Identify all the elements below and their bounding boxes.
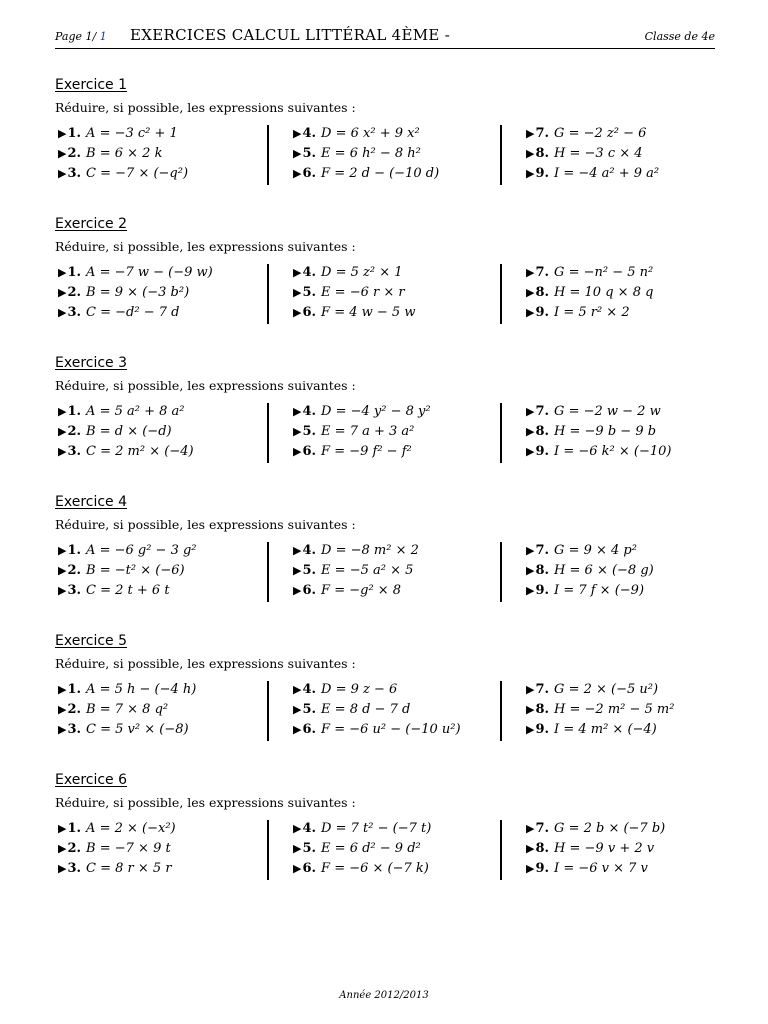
expression-column	[526, 819, 736, 879]
exercise-block	[55, 493, 715, 598]
item-number: ▶9.	[526, 305, 550, 320]
expression-item	[58, 819, 268, 839]
expression-text: H = −9 v + 2 v	[554, 841, 655, 856]
item-number: ▶3.	[58, 722, 82, 737]
expression-grid	[55, 402, 715, 462]
expression-column	[526, 680, 736, 740]
column-separator	[500, 403, 502, 463]
triangle-bullet-icon: ▶	[58, 127, 67, 140]
expression-item	[58, 859, 268, 879]
triangle-bullet-icon: ▶	[293, 167, 302, 180]
expression-text: I = −4 a² + 9 a²	[554, 166, 660, 181]
exercise-instruction: Réduire, si possible, les expressions suivantes :	[55, 378, 356, 393]
expression-item	[58, 303, 268, 323]
expression-item	[293, 720, 503, 740]
column-separator	[267, 820, 269, 880]
page-total-link[interactable]: 1	[99, 30, 107, 43]
item-number: ▶1.	[58, 682, 82, 697]
triangle-bullet-icon: ▶	[293, 723, 302, 736]
expression-item	[293, 164, 503, 184]
expression-item	[526, 541, 736, 561]
triangle-bullet-icon: ▶	[58, 266, 67, 279]
triangle-bullet-icon: ▶	[293, 147, 302, 160]
expression-column	[58, 263, 268, 323]
expression-text: B = 7 × 8 q²	[86, 702, 169, 717]
expression-column	[526, 124, 736, 184]
expression-text: I = 7 f × (−9)	[554, 583, 645, 598]
triangle-bullet-icon: ▶	[58, 544, 67, 557]
triangle-bullet-icon: ▶	[58, 445, 67, 458]
column-separator	[267, 264, 269, 324]
exercise-title: Exercice 4	[55, 494, 128, 510]
expression-item	[293, 303, 503, 323]
expression-item	[58, 402, 268, 422]
expression-text: F = −g² × 8	[321, 583, 402, 598]
expression-text: H = −3 c × 4	[554, 146, 643, 161]
triangle-bullet-icon: ▶	[58, 286, 67, 299]
document-title: EXERCICES CALCUL LITTÉRAL 4ÈME -	[130, 26, 451, 44]
expression-item	[526, 144, 736, 164]
expression-text: C = 2 m² × (−4)	[86, 444, 194, 459]
item-number: ▶1.	[58, 404, 82, 419]
expression-text: F = 2 d − (−10 d)	[321, 166, 440, 181]
triangle-bullet-icon: ▶	[526, 286, 535, 299]
item-number: ▶1.	[58, 543, 82, 558]
expression-text: B = 9 × (−3 b²)	[86, 285, 190, 300]
item-number: ▶9.	[526, 166, 550, 181]
item-number: ▶7.	[526, 126, 550, 141]
expression-column	[293, 124, 503, 184]
item-number: ▶8.	[526, 146, 550, 161]
expression-column	[526, 541, 736, 601]
column-separator	[267, 403, 269, 463]
expression-column	[293, 263, 503, 323]
exercise-title: Exercice 2	[55, 216, 128, 232]
item-number: ▶7.	[526, 265, 550, 280]
expression-text: G = −2 w − 2 w	[554, 404, 661, 419]
expression-item	[526, 680, 736, 700]
exercise-title: Exercice 3	[55, 355, 128, 371]
triangle-bullet-icon: ▶	[58, 862, 67, 875]
item-number: ▶6.	[293, 722, 317, 737]
expression-item	[293, 561, 503, 581]
expression-column	[58, 680, 268, 740]
expression-text: B = −7 × 9 t	[86, 841, 171, 856]
item-number: ▶1.	[58, 126, 82, 141]
expression-text: H = 10 q × 8 q	[554, 285, 654, 300]
expression-text: D = 5 z² × 1	[321, 265, 403, 280]
expression-text: C = 8 r × 5 r	[86, 861, 172, 876]
expression-item	[526, 303, 736, 323]
triangle-bullet-icon: ▶	[526, 683, 535, 696]
column-separator	[500, 264, 502, 324]
item-number: ▶2.	[58, 424, 82, 439]
expression-text: I = −6 k² × (−10)	[554, 444, 672, 459]
triangle-bullet-icon: ▶	[526, 862, 535, 875]
expression-column	[526, 263, 736, 323]
item-number: ▶8.	[526, 285, 550, 300]
expression-text: G = 9 × 4 p²	[554, 543, 637, 558]
exercise-instruction: Réduire, si possible, les expressions suivantes :	[55, 100, 356, 115]
triangle-bullet-icon: ▶	[293, 862, 302, 875]
item-number: ▶7.	[526, 404, 550, 419]
triangle-bullet-icon: ▶	[58, 564, 67, 577]
expression-column	[58, 819, 268, 879]
expression-text: E = −5 a² × 5	[321, 563, 414, 578]
expression-item	[293, 680, 503, 700]
expression-text: E = 7 a + 3 a²	[321, 424, 415, 439]
expression-column	[293, 819, 503, 879]
exercise-instruction: Réduire, si possible, les expressions suivantes :	[55, 517, 356, 532]
item-number: ▶6.	[293, 444, 317, 459]
expression-text: B = −t² × (−6)	[86, 563, 185, 578]
item-number: ▶8.	[526, 563, 550, 578]
triangle-bullet-icon: ▶	[293, 266, 302, 279]
page-number: Page 1/ 1	[55, 30, 107, 43]
expression-text: E = 6 d² − 9 d²	[321, 841, 421, 856]
expression-text: A = 2 × (−x²)	[86, 821, 176, 836]
item-number: ▶3.	[58, 861, 82, 876]
expression-item	[293, 422, 503, 442]
column-separator	[500, 681, 502, 741]
item-number: ▶9.	[526, 861, 550, 876]
exercise-instruction: Réduire, si possible, les expressions suivantes :	[55, 795, 356, 810]
triangle-bullet-icon: ▶	[526, 425, 535, 438]
exercise-block	[55, 215, 715, 320]
expression-text: I = 4 m² × (−4)	[554, 722, 657, 737]
exercise-title: Exercice 5	[55, 633, 128, 649]
expression-column	[58, 124, 268, 184]
column-separator	[267, 542, 269, 602]
expression-item	[58, 124, 268, 144]
column-separator	[500, 125, 502, 185]
item-number: ▶4.	[293, 404, 317, 419]
expression-text: D = 6 x² + 9 x²	[321, 126, 420, 141]
expression-item	[526, 700, 736, 720]
expression-text: G = 2 × (−5 u²)	[554, 682, 659, 697]
expression-text: H = −9 b − 9 b	[554, 424, 657, 439]
triangle-bullet-icon: ▶	[293, 286, 302, 299]
item-number: ▶9.	[526, 583, 550, 598]
exercise-instruction: Réduire, si possible, les expressions suivantes :	[55, 239, 356, 254]
expression-item	[58, 839, 268, 859]
item-number: ▶4.	[293, 682, 317, 697]
expression-item	[526, 561, 736, 581]
expression-text: F = −6 u² − (−10 u²)	[321, 722, 461, 737]
triangle-bullet-icon: ▶	[526, 167, 535, 180]
expression-item	[526, 124, 736, 144]
expression-text: F = −9 f² − f²	[321, 444, 412, 459]
expression-text: B = 6 × 2 k	[86, 146, 163, 161]
item-number: ▶9.	[526, 722, 550, 737]
expression-item	[293, 839, 503, 859]
item-number: ▶4.	[293, 126, 317, 141]
item-number: ▶3.	[58, 305, 82, 320]
expression-grid	[55, 541, 715, 601]
expression-item	[526, 839, 736, 859]
triangle-bullet-icon: ▶	[293, 703, 302, 716]
expression-item	[293, 144, 503, 164]
expression-item	[526, 819, 736, 839]
triangle-bullet-icon: ▶	[293, 842, 302, 855]
triangle-bullet-icon: ▶	[58, 703, 67, 716]
item-number: ▶3.	[58, 583, 82, 598]
expression-text: F = −6 × (−7 k)	[321, 861, 429, 876]
expression-text: G = −n² − 5 n²	[554, 265, 654, 280]
triangle-bullet-icon: ▶	[293, 584, 302, 597]
expression-text: H = −2 m² − 5 m²	[554, 702, 675, 717]
triangle-bullet-icon: ▶	[58, 723, 67, 736]
item-number: ▶2.	[58, 702, 82, 717]
item-number: ▶9.	[526, 444, 550, 459]
item-number: ▶5.	[293, 563, 317, 578]
item-number: ▶5.	[293, 146, 317, 161]
item-number: ▶5.	[293, 424, 317, 439]
exercise-block	[55, 632, 715, 737]
expression-item	[293, 700, 503, 720]
expression-item	[58, 720, 268, 740]
expression-text: A = −7 w − (−9 w)	[86, 265, 213, 280]
triangle-bullet-icon: ▶	[58, 425, 67, 438]
expression-item	[293, 581, 503, 601]
triangle-bullet-icon: ▶	[526, 147, 535, 160]
triangle-bullet-icon: ▶	[526, 544, 535, 557]
expression-item	[293, 402, 503, 422]
item-number: ▶1.	[58, 821, 82, 836]
column-separator	[500, 542, 502, 602]
expression-item	[526, 283, 736, 303]
expression-column	[58, 402, 268, 462]
expression-text: G = 2 b × (−7 b)	[554, 821, 666, 836]
expression-text: I = −6 v × 7 v	[554, 861, 648, 876]
expression-item	[293, 541, 503, 561]
item-number: ▶1.	[58, 265, 82, 280]
exercise-instruction: Réduire, si possible, les expressions suivantes :	[55, 656, 356, 671]
item-number: ▶6.	[293, 166, 317, 181]
item-number: ▶7.	[526, 543, 550, 558]
expression-text: C = −7 × (−q²)	[86, 166, 189, 181]
expression-column	[526, 402, 736, 462]
expression-item	[58, 541, 268, 561]
triangle-bullet-icon: ▶	[526, 266, 535, 279]
expression-text: D = −8 m² × 2	[321, 543, 419, 558]
triangle-bullet-icon: ▶	[58, 405, 67, 418]
item-number: ▶7.	[526, 821, 550, 836]
expression-text: D = 9 z − 6	[321, 682, 398, 697]
expression-item	[58, 561, 268, 581]
expression-item	[526, 442, 736, 462]
triangle-bullet-icon: ▶	[526, 723, 535, 736]
expression-text: A = −6 g² − 3 g²	[86, 543, 197, 558]
item-number: ▶4.	[293, 821, 317, 836]
expression-item	[526, 859, 736, 879]
expression-item	[58, 680, 268, 700]
expression-text: I = 5 r² × 2	[554, 305, 630, 320]
expression-item	[526, 263, 736, 283]
expression-item	[58, 283, 268, 303]
triangle-bullet-icon: ▶	[293, 425, 302, 438]
expression-item	[526, 720, 736, 740]
triangle-bullet-icon: ▶	[58, 306, 67, 319]
triangle-bullet-icon: ▶	[526, 822, 535, 835]
expression-text: B = d × (−d)	[86, 424, 172, 439]
expression-item	[58, 144, 268, 164]
triangle-bullet-icon: ▶	[58, 167, 67, 180]
item-number: ▶5.	[293, 702, 317, 717]
expression-text: F = 4 w − 5 w	[321, 305, 416, 320]
triangle-bullet-icon: ▶	[293, 127, 302, 140]
exercise-block	[55, 354, 715, 459]
expression-text: C = −d² − 7 d	[86, 305, 180, 320]
triangle-bullet-icon: ▶	[58, 822, 67, 835]
triangle-bullet-icon: ▶	[293, 405, 302, 418]
expression-text: D = 7 t² − (−7 t)	[321, 821, 432, 836]
triangle-bullet-icon: ▶	[526, 703, 535, 716]
triangle-bullet-icon: ▶	[293, 544, 302, 557]
expression-item	[526, 402, 736, 422]
expression-text: A = −3 c² + 1	[86, 126, 178, 141]
item-number: ▶3.	[58, 444, 82, 459]
triangle-bullet-icon: ▶	[526, 842, 535, 855]
item-number: ▶5.	[293, 841, 317, 856]
expression-grid	[55, 124, 715, 184]
triangle-bullet-icon: ▶	[58, 147, 67, 160]
expression-text: E = 6 h² − 8 h²	[321, 146, 421, 161]
expression-item	[58, 164, 268, 184]
column-separator	[267, 125, 269, 185]
expression-text: A = 5 a² + 8 a²	[86, 404, 185, 419]
expression-item	[526, 581, 736, 601]
item-number: ▶2.	[58, 841, 82, 856]
expression-text: G = −2 z² − 6	[554, 126, 647, 141]
expression-text: A = 5 h − (−4 h)	[86, 682, 197, 697]
expression-text: E = 8 d − 7 d	[321, 702, 411, 717]
expression-text: D = −4 y² − 8 y²	[321, 404, 431, 419]
expression-item	[58, 581, 268, 601]
expression-grid	[55, 263, 715, 323]
item-number: ▶6.	[293, 861, 317, 876]
expression-text: C = 5 v² × (−8)	[86, 722, 189, 737]
triangle-bullet-icon: ▶	[58, 584, 67, 597]
expression-item	[58, 700, 268, 720]
expression-item	[58, 422, 268, 442]
triangle-bullet-icon: ▶	[526, 584, 535, 597]
item-number: ▶5.	[293, 285, 317, 300]
expression-text: H = 6 × (−8 g)	[554, 563, 654, 578]
item-number: ▶8.	[526, 841, 550, 856]
triangle-bullet-icon: ▶	[526, 445, 535, 458]
triangle-bullet-icon: ▶	[293, 822, 302, 835]
expression-text: E = −6 r × r	[321, 285, 405, 300]
expression-item	[293, 283, 503, 303]
column-separator	[500, 820, 502, 880]
item-number: ▶2.	[58, 285, 82, 300]
triangle-bullet-icon: ▶	[526, 127, 535, 140]
expression-text: C = 2 t + 6 t	[86, 583, 170, 598]
expression-column	[58, 541, 268, 601]
item-number: ▶7.	[526, 682, 550, 697]
page-header	[55, 26, 715, 49]
exercise-block	[55, 76, 715, 181]
expression-item	[293, 859, 503, 879]
expression-grid	[55, 680, 715, 740]
expression-item	[526, 422, 736, 442]
exercise-title: Exercice 1	[55, 77, 128, 93]
expression-item	[58, 442, 268, 462]
triangle-bullet-icon: ▶	[58, 683, 67, 696]
expression-grid	[55, 819, 715, 879]
item-number: ▶2.	[58, 146, 82, 161]
expression-item	[526, 164, 736, 184]
expression-column	[293, 680, 503, 740]
triangle-bullet-icon: ▶	[526, 306, 535, 319]
triangle-bullet-icon: ▶	[526, 405, 535, 418]
footer-year: Année 2012/2013	[339, 990, 429, 1001]
expression-item	[293, 819, 503, 839]
expression-column	[293, 541, 503, 601]
expression-item	[293, 442, 503, 462]
column-separator	[267, 681, 269, 741]
item-number: ▶4.	[293, 265, 317, 280]
triangle-bullet-icon: ▶	[293, 683, 302, 696]
expression-item	[293, 263, 503, 283]
item-number: ▶4.	[293, 543, 317, 558]
expression-item	[293, 124, 503, 144]
triangle-bullet-icon: ▶	[58, 842, 67, 855]
triangle-bullet-icon: ▶	[293, 445, 302, 458]
item-number: ▶8.	[526, 424, 550, 439]
triangle-bullet-icon: ▶	[526, 564, 535, 577]
expression-column	[293, 402, 503, 462]
item-number: ▶8.	[526, 702, 550, 717]
expression-item	[58, 263, 268, 283]
triangle-bullet-icon: ▶	[293, 306, 302, 319]
item-number: ▶3.	[58, 166, 82, 181]
class-label: Classe de 4e	[644, 30, 715, 43]
item-number: ▶2.	[58, 563, 82, 578]
exercise-block	[55, 771, 715, 876]
triangle-bullet-icon: ▶	[293, 564, 302, 577]
exercise-title: Exercice 6	[55, 772, 128, 788]
item-number: ▶6.	[293, 305, 317, 320]
item-number: ▶6.	[293, 583, 317, 598]
